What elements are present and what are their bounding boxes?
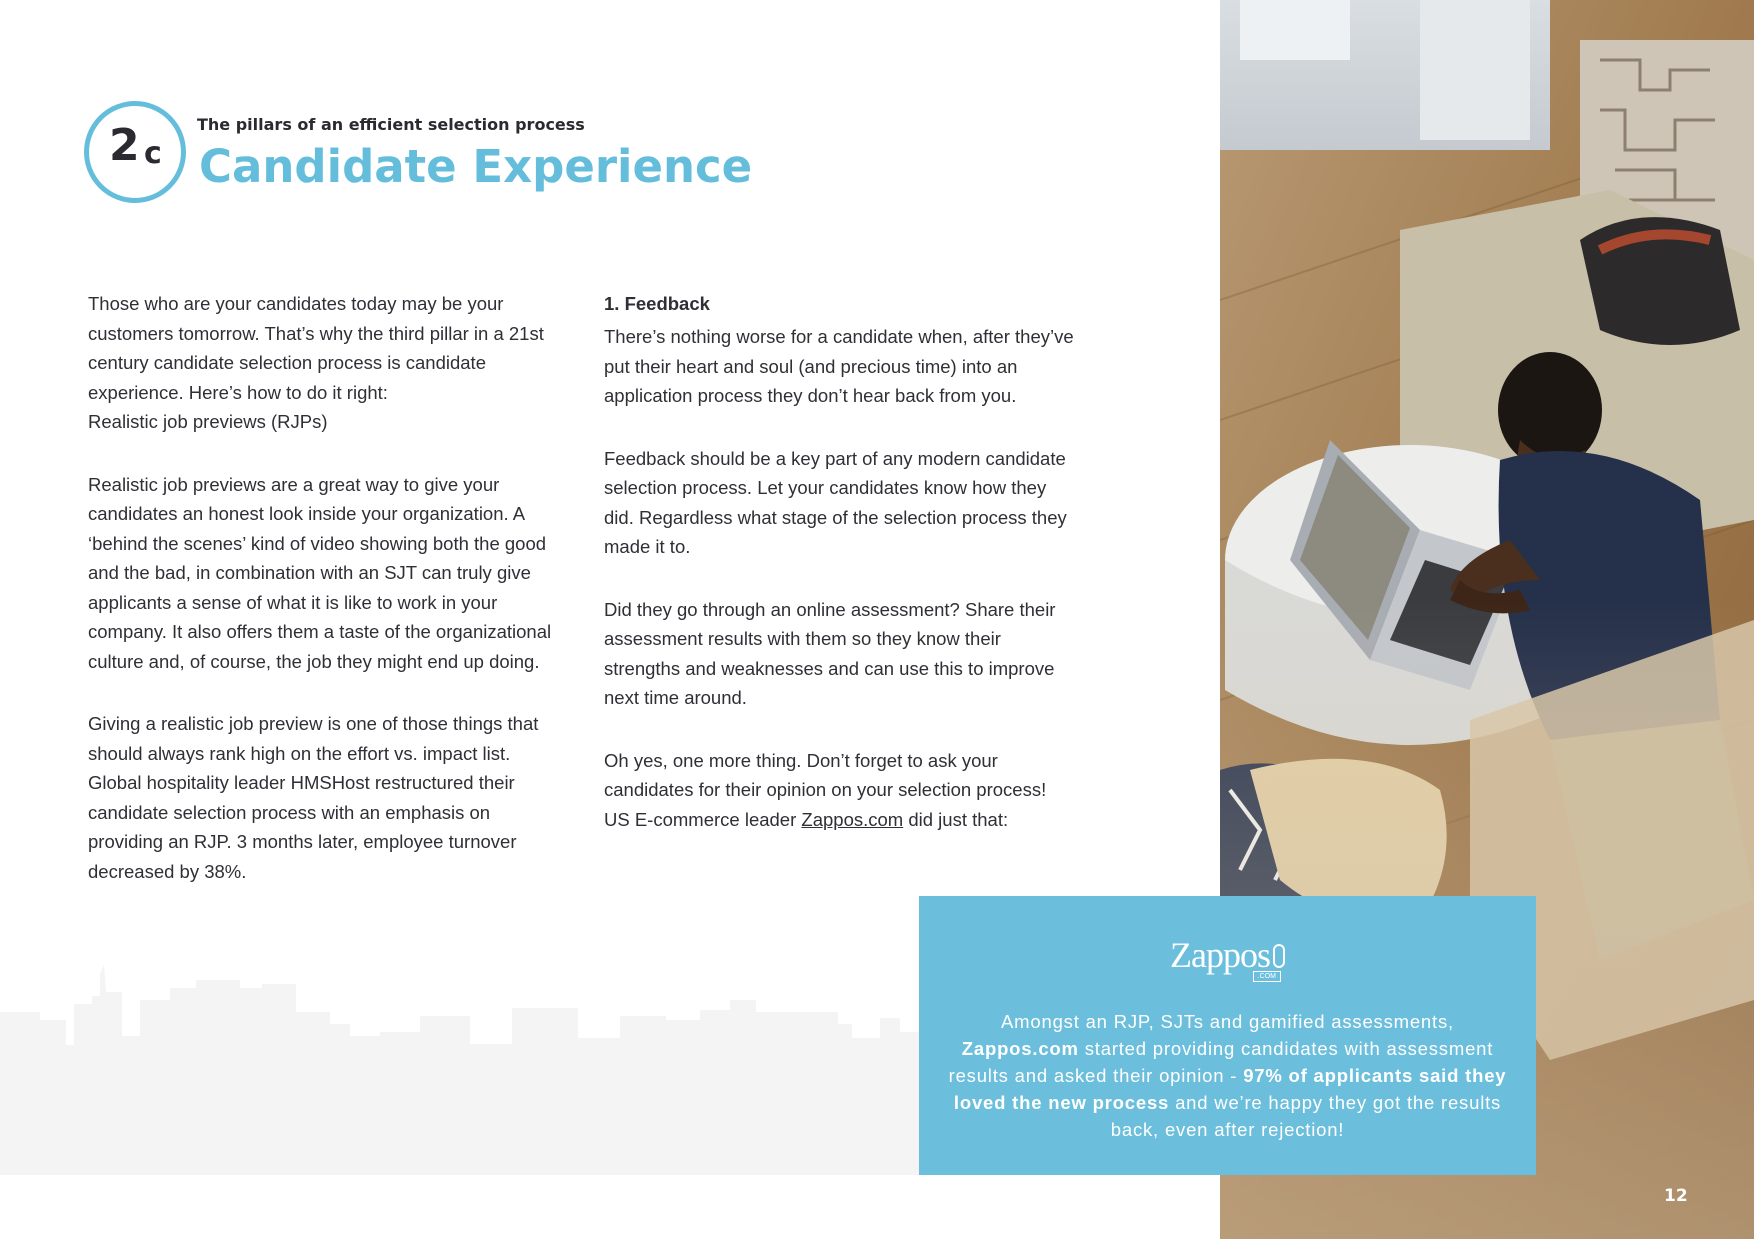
feedback-heading: 1. Feedback <box>604 293 710 314</box>
shoe-icon <box>1273 944 1285 968</box>
section-number: 2 <box>109 120 140 171</box>
callout-bold-1: Zappos.com <box>961 1038 1079 1059</box>
zappos-logo-subtext: .COM <box>1253 971 1281 982</box>
page-number: 12 <box>1664 1186 1688 1206</box>
rjp-subheading: Realistic job previews (RJPs) <box>88 411 328 432</box>
page-title: Candidate Experience <box>199 140 753 193</box>
zappos-logo <box>919 934 1536 980</box>
zappos-wordmark <box>1170 934 1285 980</box>
rjp-paragraph: Realistic job previews are a great way to give your candidates an honest look inside your organization. A ‘behind the scenes’ kind of video showing both the good and the bad, in combination with an SJT can truly give applicants a sense of what it is like to work in your company. It also offers them a taste of the organizational culture and, of course, the job they might end up doing. <box>88 473 552 672</box>
paragraph-4-start: Oh yes, one more thing. Don’t forget to ask your candidates for their opinion on your selection process! US E-commerce leader <box>604 749 1047 830</box>
zappos-callout-box <box>919 896 1536 1175</box>
paragraph-4-end: did just that: <box>903 808 1009 830</box>
feedback-paragraph-2: Feedback should be a key part of any modern candidate selection process. Let your candidates know how they did. Regardless what stage of the selection process they made it to. <box>604 447 1067 557</box>
hmshost-paragraph: Giving a realistic job preview is one of those things that should always rank high on the effort vs. impact list. Global hospitality leader HMSHost restructured their candidate selection process with an emphasis on providing an RJP. 3 months later, employee turnover decreased by 38%. <box>88 713 539 882</box>
section-letter: c <box>144 136 162 171</box>
left-column <box>88 289 564 919</box>
callout-bold-2: 97% of applicants said they loved the new process <box>953 1065 1507 1113</box>
callout-text-1: Amongst an RJP, SJTs and gamified assessments, <box>1001 1011 1454 1032</box>
feedback-paragraph-3: Did they go through an online assessment? Share their assessment results with them so they know their strengths and weaknesses and can use this to improve next time around. <box>604 598 1056 708</box>
section-kicker: The pillars of an efficient selection process <box>197 115 585 134</box>
intro-paragraph: Those who are your candidates today may be your customers tomorrow. That’s why the third pillar in a 21st century candidate selection process is candidate experience. Here’s how to do it right: <box>88 293 544 403</box>
zappos-link[interactable]: Zappos.com <box>801 808 904 830</box>
right-column <box>604 289 1074 867</box>
feedback-paragraph-4 <box>604 746 1074 835</box>
callout-text <box>945 1008 1510 1143</box>
callout-text-3: and we’re happy they got the results back, even after rejection! <box>1110 1092 1502 1140</box>
zappos-logo-text: Zappos <box>1170 935 1270 975</box>
callout-text-2: started providing candidates with assessment results and asked their opinion - <box>948 1038 1494 1086</box>
section-badge <box>84 101 186 203</box>
feedback-paragraph-1: There’s nothing worse for a candidate when, after they’ve put their heart and soul (and precious time) into an application process they don’t hear back from you. <box>604 326 1074 406</box>
